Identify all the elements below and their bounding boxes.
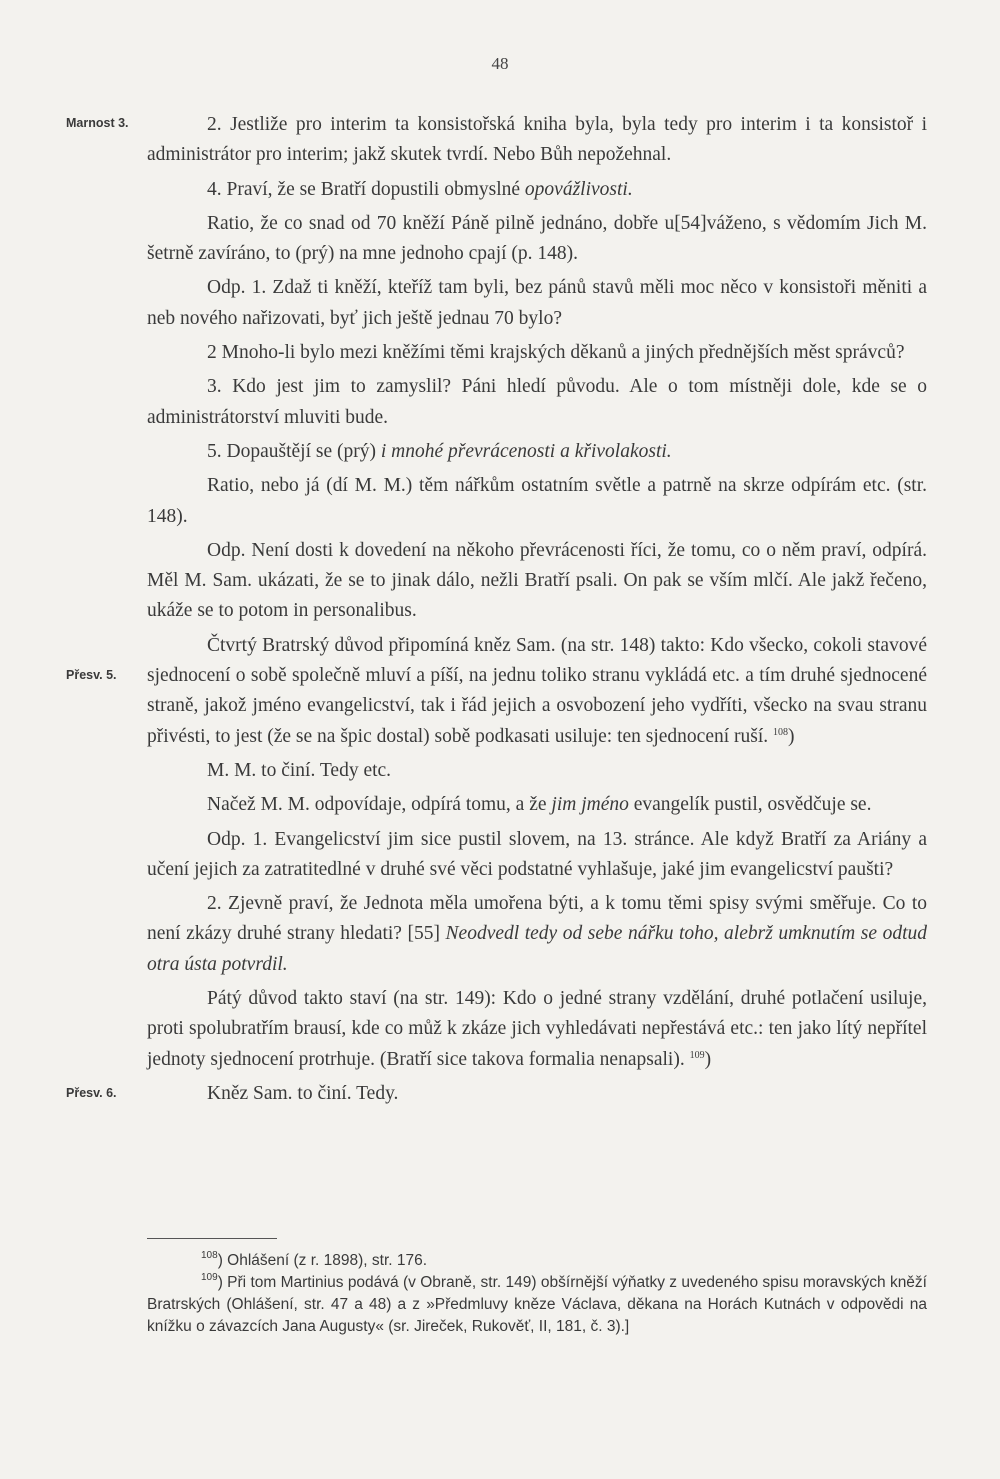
paragraph: 4. Praví, že se Bratří dopustili obmyslné opovážlivosti. xyxy=(207,178,633,200)
paragraph: Kněz Sam. to činí. Tedy. xyxy=(207,1082,399,1104)
paragraph: Odp. 1. Zdaž ti kněží, kteříž tam byli, bez pánů stavů měli moc něco v konsistoři měniti a neb nového nařizovati, byť jich ještě jednau 70 bylo? xyxy=(147,277,927,329)
paragraph: Načež M. M. odpovídaje, odpírá tomu, a že jim jméno evangelík pustil, osvědčuje se. xyxy=(207,794,872,816)
footnote-109: $^{109}$) Při tom Martinius podává (v Obraně, str. 149) obšírnější výňatky z uvedeného spisu moravských kněží Bratrských (Ohlášení, str. 47 a 48) a z »Předmluvy kněze Václava, děkana na Horách Kutnách v odpovědi na knížku o závazcích Jana Augusty« (sr. Jireček, Rukověť, II, 181, č. 3).] xyxy=(147,1272,927,1335)
paragraph: Pátý důvod takto staví (na str. 149): Kdo o jedné strany vzdělání, druhé potlačení usiluje, proti spolubratřím brausí, kde co můž k zkáze jich vyhledávati nepřestává etc.: ten jako lítý nepřítel jednoty sjednocení protrhuje. (Bratří sice takova formalia nenapsali). $^{109}$) xyxy=(147,988,927,1070)
margin-note-marnost: Marnost 3. xyxy=(66,116,129,130)
footnotes xyxy=(147,1250,927,1338)
paragraph: 2 Mnoho-li bylo mezi kněžími těmi krajských děkanů a jiných přednějších měst správců? xyxy=(207,342,905,364)
footnote-divider xyxy=(147,1238,277,1239)
margin-note-presv-6: Přesv. 6. xyxy=(66,1086,117,1100)
paragraph: 2. Zjevně praví, že Jednota měla umořena býti, a k tomu těmi spisy svými směřuje. Co to není zkázy druhé strany hledati? [55] Neodvedl tedy od sebe nářku toho, alebrž umknutím se odtud otra ústa potvrdil. xyxy=(147,893,927,975)
main-text xyxy=(147,110,927,1113)
paragraph: 3. Kdo jest jim to zamyslil? Páni hledí původu. Ale o tom místněji dole, kde se o administrátorství mluviti bude. xyxy=(147,376,927,428)
margin-note-presv-5: Přesv. 5. xyxy=(66,668,117,682)
paragraph: Odp. Není dosti k dovedení na někoho převrácenosti říci, že tomu, co o něm praví, odpírá. Měl M. Sam. ukázati, že se to jinak dálo, nežli Bratří psali. On pak se vším mlčí. Ale jakž řečeno, ukáže se to potom in personalibus. xyxy=(147,539,927,622)
paragraph: Ratio, že co snad od 70 kněží Páně pilně jednáno, dobře u[54]váženo, s vědomím Jich M. šetrně zavíráno, to (prý) na mne jednoho cpají (p. 148). xyxy=(147,212,927,265)
paragraph: 5. Dopauštějí se (prý) i mnohé převrácenosti a křivolakosti. xyxy=(207,440,672,462)
footnote-ref-108: 108 xyxy=(773,726,789,738)
paragraph: Odp. 1. Evangelicství jim sice pustil slovem, na 13. stránce. Ale když Bratří za Ariány a učení jejich za zatratitedlné v druhé své věci podstatné vyhlašuje, jaké jim evangelicství paušti? xyxy=(147,828,927,880)
paragraph: Čtvrtý Bratrský důvod připomíná kněz Sam. (na str. 148) takto: Kdo všecko, cokoli stavové sjednocení o sobě společně mluví a píší, na jednu toliko stranu vykládá etc. a tím druhé sjednocené straně, jakož jméno evangelicství, tak i řád jejich a osvobození jeho vydříti, všecko na svau stranu přivésti, to jest (že se na špic dostal) sobě podkasati usiluje: ten sjednocení ruší. $^{108}$) xyxy=(147,634,927,747)
footnote-108: $^{108}$) Ohlášení (z r. 1898), str. 176. xyxy=(201,1250,428,1269)
paragraph: M. M. to činí. Tedy etc. xyxy=(207,759,392,781)
footnote-ref-109: 109 xyxy=(689,1049,705,1061)
paragraph: Ratio, nebo já (dí M. M.) těm nářkům ostatním světle a patrně na skrze odpírám etc. (str. 148). xyxy=(147,475,927,527)
paragraph: 2. Jestliže pro interim ta konsistořská kniha byla, byla tedy pro interim i ta konsistoř i administrátor pro interim; jakž skutek tvrdí. Nebo Bůh nepožehnal. xyxy=(147,114,927,166)
page-number: 48 xyxy=(491,54,509,73)
